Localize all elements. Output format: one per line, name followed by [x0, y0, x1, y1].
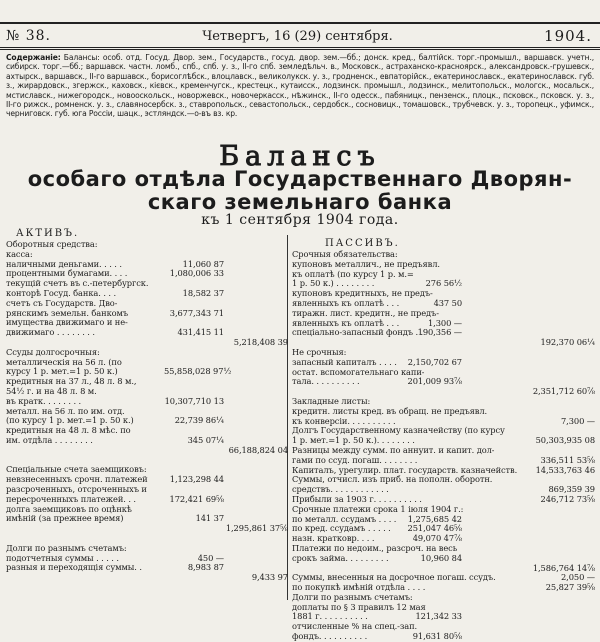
ledger-label: явленныхъ къ оплатѣ . . .	[292, 298, 400, 308]
ledger-row	[292, 622, 597, 632]
ledger-row	[6, 563, 284, 573]
ledger-row	[6, 348, 284, 358]
ledger-amount: 2,351,712 60⅞	[532, 386, 595, 397]
ledger-label: тала. . . . . . . . . .	[292, 377, 360, 387]
ledger-amount: 437 50	[433, 297, 462, 308]
ledger-row	[292, 260, 597, 270]
ledger-label: кредитн. листы кред. въ обращ. не предъявл.	[292, 406, 488, 416]
passiv-ledger	[292, 250, 597, 642]
ledger-amount: 201,009 93⅞	[407, 376, 462, 387]
ledger-row	[6, 336, 288, 348]
ledger-label: Не срочныя:	[292, 347, 347, 357]
ledger-row	[292, 534, 597, 544]
ledger-amount: 1,295,861 37⅝	[225, 523, 288, 534]
ledger-label: Оборотныя средства:	[6, 240, 98, 249]
heading-date: къ 1 сентября 1904 года.	[201, 212, 399, 228]
masthead-rule	[0, 47, 600, 48]
ledger-amount: 25,827 39⅝	[545, 582, 595, 593]
heading-line-2: скаго земельнаго банка	[147, 190, 453, 214]
ledger-label: купоновъ кредитныхъ, не предъ-	[292, 289, 433, 299]
ledger-amount: 345 07¼	[187, 434, 224, 445]
ledger-row	[6, 544, 284, 554]
ledger-amount: 450 —	[197, 552, 224, 563]
ledger-label: фондъ. . . . . . . . . .	[292, 632, 368, 642]
ledger-row	[6, 240, 284, 250]
ledger-amount: 2,150,702 67	[407, 356, 462, 367]
ledger-label: Долги по разнымъ счетамъ:	[292, 592, 413, 602]
ledger-label: по кред. ссудамъ . . . . .	[292, 524, 391, 534]
ledger-row	[6, 358, 284, 368]
ledger-label: Ссуды долгосрочныя:	[6, 347, 100, 357]
contents-text: Балансы: особ. отд. Госуд. Двор. зем., Государств., госуд. двор. зем.—бб.; донск. кред., балтійск. торг.-промышл., варшавск. учетн., сибирск. торг.—бб.; варшавск. частн. ломб., спб., спб. у. з., II-го спб. земледѣльч. в., Московск., астраханско-красноярск., александровск.-грушевск., ахтырск., варшавск., II-го варшавск., борисоглѣбск., влоцлавск., великолукск. у. з., гродненск., евпаторійск., екатеринославск., екатеринославск. губ. з., жирардовск., згержск., каховск., кієвск., кременчугск., крестецк., кутаисск., лодзинск. промышл., лодзинск., мелитопольск., мологск., мосальск., мстиславск., нижегородск., новооскольск., новоржевск., новочеркасск., нѣжинск., II-го одесск., пабяницк., пензенск., плоцк., псковск., псковск. у. з., II-го рижск., ромненск. у. з., славяносербск. з., ставропольск., севастопольск., сердобск., сосновицк., томашовск., трубчевск. у. з., торопецк., уфимск., черниговск. губ. юга Россіи, шацк., эстляндск.—о-въ вз. кр.	[6, 53, 594, 119]
passiv-header: ПАССИВЪ.	[325, 238, 400, 249]
ledger-amount: 8,983 87	[187, 562, 224, 573]
aktiv-ledger	[6, 240, 288, 583]
ledger-label: подотчетныя суммы . . . . .	[6, 553, 119, 563]
ledger-label: въ кратк. . . . . . . .	[6, 396, 82, 406]
ledger-amount: 5,218,408 39	[233, 336, 288, 347]
ledger-label: 54½ г. и на 48 л. 8 м.	[6, 386, 97, 396]
ledger-row	[292, 387, 597, 397]
ledger-row	[6, 250, 284, 260]
ledger-label: разныя и переходящія суммы. .	[6, 563, 142, 573]
ledger-amount: 121,342 33	[415, 611, 462, 622]
ledger-label: къ конверсіи. . . . . . . . . .	[292, 416, 396, 426]
ledger-row	[6, 475, 284, 485]
ledger-label: средствъ. . . . . . . . . . . .	[292, 485, 389, 495]
ledger-label: гами по ссуд. погаш. . . . . . . .	[292, 455, 418, 465]
ledger-row	[6, 299, 284, 309]
ledger-amount: 7,300 —	[561, 415, 595, 426]
ledger-label: Спеціальные счета заемщиковъ:	[6, 465, 147, 475]
ledger-label: кредитныя на 48 л. 8 мѣс. по	[6, 426, 131, 436]
ledger-label: 1 р. мет.=1 р. 50 к.). . . . . . . .	[292, 436, 415, 446]
ledger-label: счетъ съ Государств. Дво-	[6, 298, 118, 308]
ledger-label: пересроченныхъ платежей. . .	[6, 494, 136, 504]
ledger-amount: 1,586,764 14⅞	[532, 562, 595, 573]
ledger-amount: 66,188,824 04	[228, 444, 288, 455]
ledger-amount: 50,303,935 08	[535, 435, 595, 446]
ledger-row	[292, 299, 597, 309]
ledger-amount: 431,415 11	[177, 327, 224, 338]
ledger-amount: 10,307,710 13	[164, 395, 224, 406]
ledger-row	[6, 289, 284, 299]
ledger-amount: 49,070 47⅞	[412, 533, 462, 544]
ledger-row	[6, 407, 284, 417]
masthead	[6, 27, 592, 45]
ledger-amount: 11,060 87	[182, 258, 224, 269]
ledger-label: процентными бумагами. . . .	[6, 269, 128, 279]
ledger-label: Разницы между сумм. по аннуит. и капит. дол-	[292, 445, 495, 455]
ledger-amount: 18,582 37	[182, 287, 224, 298]
ledger-amount: 14,533,763 46	[535, 464, 595, 475]
ledger-label: невзнесенныхъ срочн. платежей	[6, 475, 148, 485]
ledger-label: кредитныя на 37 л., 48 л. 8 м.,	[6, 377, 137, 387]
ledger-label: (по курсу 1 р. мет.=1 р. 50 к.)	[6, 416, 134, 426]
ledger-amount: 1,300 —	[428, 317, 462, 328]
ledger-label: по металл. ссудамъ . . . .	[292, 514, 397, 524]
ledger-amount: 869,359 39	[548, 484, 595, 495]
ledger-row	[292, 495, 597, 505]
ledger-row	[6, 367, 284, 377]
ledger-label: имѣній (за прежнее время)	[6, 514, 124, 524]
ledger-amount: 1,123,298 44	[169, 474, 224, 485]
ledger-label: 1881 г. . . . . . . . . .	[292, 612, 368, 622]
ledger-amount: 172,421 69⅝	[169, 493, 224, 504]
ledger-row	[6, 377, 284, 387]
contents-label: Содержаніе:	[6, 53, 61, 62]
ledger-label: тиражн. лист. кредитн., не предъ-	[292, 308, 439, 318]
ledger-label: къ оплатѣ (по курсу 1 р. м.=	[292, 269, 414, 279]
ledger-row	[6, 572, 288, 583]
ledger-row	[292, 417, 597, 427]
ledger-amount: 10,960 84	[420, 552, 462, 563]
ledger-row	[292, 632, 597, 642]
ledger-label: Срочныя обязательства:	[292, 250, 398, 259]
ledger-row	[6, 309, 284, 319]
ledger-label: срокъ займа. . . . . . . . .	[292, 553, 389, 563]
ledger-row	[6, 426, 284, 436]
ledger-amount: 276 56½	[425, 278, 462, 289]
ledger-row	[292, 466, 597, 476]
ledger-amount: 1,275,685 42	[407, 513, 462, 524]
ledger-label: Срочные платежи срока 1 іюля 1904 г.:	[292, 504, 464, 514]
ledger-row	[292, 593, 597, 603]
ledger-row	[292, 436, 597, 446]
ledger-row	[292, 407, 597, 417]
ledger-row	[6, 523, 288, 534]
ledger-label: Прибыли за 1903 г. . . . . . . . . .	[292, 494, 422, 504]
ledger-label: движимаго . . . . . . . .	[6, 328, 95, 338]
ledger-row	[6, 465, 284, 475]
ledger-label: рянскимъ земельн. банкомъ	[6, 308, 129, 318]
ledger-label: запасный капиталъ . . . .	[292, 357, 397, 367]
ledger-label: назн. кратковр. . . .	[292, 534, 375, 544]
ledger-amount: 192,370 06¼	[540, 337, 595, 348]
ledger-row	[292, 612, 597, 622]
ledger-row	[292, 279, 597, 289]
ledger-row	[6, 279, 284, 289]
ledger-label: Капиталъ, урегулир. плат. государств. казначейств.	[292, 465, 518, 475]
ledger-label: отчисленные % на спец.-зап.	[292, 622, 418, 632]
heading-line-1: особаго отдѣла Государственнаго Дворян-	[27, 167, 573, 191]
heading-title: Балансъ	[219, 141, 381, 172]
ledger-row	[6, 534, 284, 544]
ledger-row	[6, 495, 284, 505]
ledger-amount: 55,858,028 97½	[164, 366, 232, 377]
top-rule	[0, 22, 600, 24]
ledger-row	[6, 485, 284, 495]
ledger-label: наличными деньгами. . . . .	[6, 259, 122, 269]
ledger-label: по покупкѣ имѣній отдѣла . . . .	[292, 583, 426, 593]
ledger-label: Закладные листы:	[292, 396, 371, 406]
aktiv-header: АКТИВЪ.	[16, 228, 80, 239]
ledger-amount: 22,739 86¼	[174, 415, 224, 426]
ledger-row	[292, 583, 597, 593]
issue-number: № 38.	[6, 28, 51, 44]
ledger-label: Долги по разнымъ счетамъ:	[6, 543, 127, 553]
ledger-label: текущій счетъ въ с.-петербургск.	[6, 279, 149, 289]
ledger-amount: 9,433 97	[251, 572, 288, 583]
ledger-label: 1 р. 50 к.) . . . . . . . .	[292, 279, 375, 289]
ledger-label: явленныхъ къ оплатѣ . . .	[292, 318, 400, 328]
ledger-row	[6, 397, 284, 407]
ledger-label: имущества движимаго и не-	[6, 318, 128, 328]
ledger-row	[292, 358, 597, 368]
ledger-label: металлическія на 56 л. (по	[6, 357, 122, 367]
ledger-row	[292, 397, 597, 407]
table-of-contents	[6, 53, 594, 119]
ledger-amount: 91,631 80⅝	[412, 631, 462, 642]
ledger-row	[292, 603, 597, 613]
ledger-label: конторѣ Госуд. банка. . . .	[6, 288, 117, 298]
masthead-rule-2	[0, 49, 600, 50]
ledger-label: металл. на 56 л. по им. отд.	[6, 406, 125, 416]
ledger-row	[292, 250, 597, 260]
ledger-row	[6, 444, 288, 456]
ledger-row	[6, 505, 284, 515]
ledger-amount: 2,050 —	[561, 572, 595, 583]
ledger-amount: 336,511 53⅝	[540, 454, 595, 465]
ledger-label: доплаты по § 3 правилъ 12 мая	[292, 602, 426, 612]
ledger-label: Долгъ Государственному казначейству (по курсу	[292, 426, 505, 436]
ledger-amount: 190,356 —	[417, 327, 462, 338]
issue-year: 1904.	[544, 27, 592, 45]
ledger-row	[6, 260, 284, 270]
ledger-label: остат. вспомогательнаго капи-	[292, 367, 425, 377]
ledger-row	[6, 387, 284, 397]
ledger-row	[6, 416, 284, 426]
ledger-label: им. отдѣла . . . . . . . .	[6, 435, 93, 445]
ledger-row	[292, 338, 597, 348]
ledger-amount: 1,080,006 33	[169, 268, 224, 279]
ledger-label: Суммы, внесенныя на досрочное погаш. ссудъ.	[292, 573, 496, 583]
ledger-amount: 251,047 46⅝	[407, 523, 462, 534]
ledger-amount: 3,677,343 71	[169, 307, 224, 318]
ledger-label: курсу 1 р. мет.=1 р. 50 к.)	[6, 367, 118, 377]
ledger-label: спеціально-запасный фондъ . .	[292, 328, 424, 338]
ledger-label: касса:	[6, 249, 33, 259]
ledger-row	[6, 554, 284, 564]
column-divider	[287, 235, 288, 600]
ledger-label: долга заемщиковъ по оцѣнкѣ	[6, 504, 132, 514]
ledger-label: разсроченныхъ, отсроченныхъ и	[6, 484, 147, 494]
ledger-label: Платежи по недоим., разсроч. на весь	[292, 543, 458, 553]
ledger-label: купоновъ металлич., не предъявл.	[292, 259, 440, 269]
ledger-amount: 141 37	[195, 513, 224, 524]
ledger-row	[6, 318, 284, 328]
ledger-amount: 246,712 73⅝	[540, 493, 595, 504]
ledger-row	[292, 564, 597, 574]
ledger-label: Суммы, отчисл. изъ приб. на пополн. оборотн.	[292, 475, 493, 485]
issue-date: Четвергъ, 16 (29) сентября.	[202, 28, 393, 44]
ledger-row	[6, 456, 284, 466]
ledger-row	[6, 269, 284, 279]
